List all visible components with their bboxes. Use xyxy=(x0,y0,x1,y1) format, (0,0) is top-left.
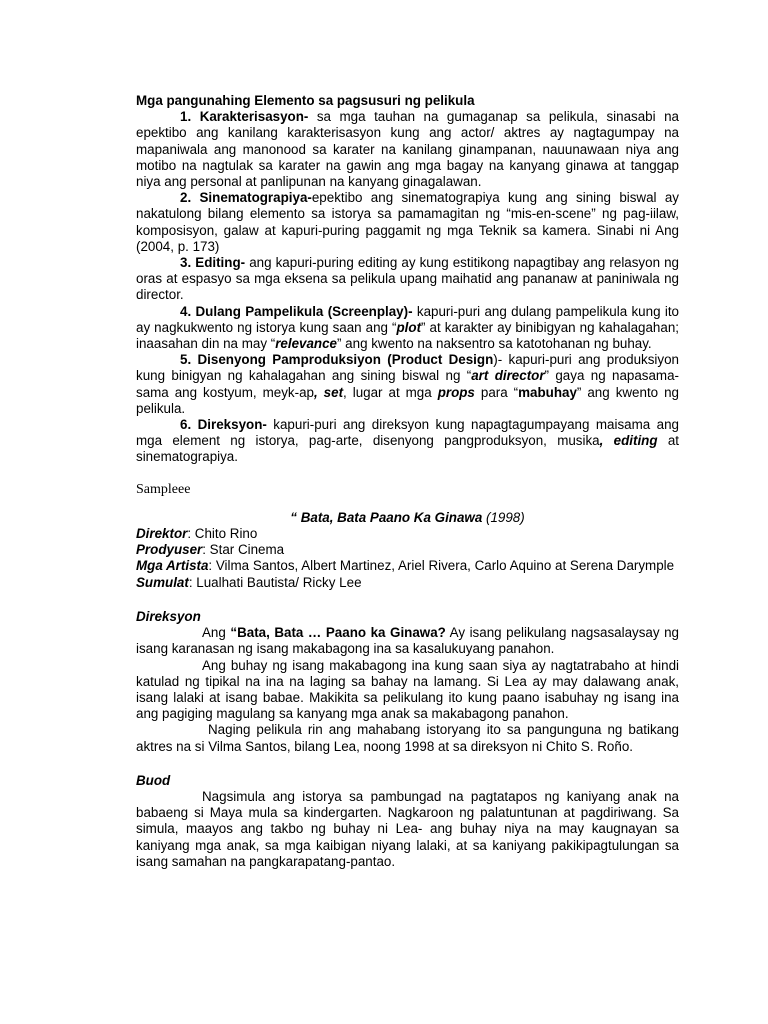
credit-director xyxy=(136,526,679,542)
item-text: ” ang kwento na naksentro sa katotohanan ng buhay. xyxy=(337,336,652,352)
item-text: kapuri-puri ang direksyon kung napagtagumpayang maisama ang mga element ng istorya, pag-arte, disenyong pangproduksyon, musika xyxy=(136,417,679,449)
item-emphasis: art director xyxy=(471,368,545,384)
direksyon-paragraph-2: Ang buhay ng isang makabagong ina kung saan siya ay nagtatrabaho at hindi katulad ng tipikal na ina na laging sa bahay na lamang. Si Lea ay may dalawang anak, isang lalaki at isang babae. Makikita sa pelikulang ito kung paano isabuhay ng isang ina ang pagiging magulang sa kanyang mga anak sa makabagong panahon. xyxy=(136,657,679,722)
item-emphasis: plot xyxy=(396,319,422,335)
item-number: 1. xyxy=(180,109,192,125)
item-text: ” ang kwento ng pelikula. xyxy=(136,384,679,416)
credit-value: : Star Cinema xyxy=(202,542,285,558)
item-emphasis: props xyxy=(437,384,475,400)
film-title-inline: “Bata, Bata … Paano ka Ginawa? xyxy=(230,625,446,641)
direksyon-paragraph-3: Naging pelikula rin ang mahabang istoryang ito sa pangunguna ng batikang aktres na si Vilma Santos, bilang Lea, noong 1998 at sa direksyon ni Chito S. Roño. xyxy=(136,722,679,754)
direksyon-paragraph-1 xyxy=(136,625,679,657)
item-term: Karakterisasyon- xyxy=(199,109,309,125)
element-item-2 xyxy=(136,190,679,255)
element-item-5 xyxy=(136,352,679,417)
item-term: Sinematograpiya- xyxy=(199,190,312,206)
item-term: Editing- xyxy=(195,255,246,271)
credit-label: Sumulat xyxy=(136,574,189,590)
item-text: ang kapuri-puring editing ay kung estitikong napagtibay ang relasyon ng oras at espasyo sa mga eksena sa pelikula upang maihatid ang pananaw at paniniwala ng director. xyxy=(136,255,679,303)
film-year: (1998) xyxy=(482,509,525,525)
credit-value: : Chito Rino xyxy=(187,526,258,542)
item-text: ” gaya ng napasama-sama ang kostyum, meyk-ap xyxy=(136,368,679,400)
item-text: kapuri-puri ang dulang pampelikula kung ito ay nagkukwento ng istorya kung saan ang “ xyxy=(136,303,679,335)
item-text: sa mga tauhan na gumaganap sa pelikula, sinasabi na epektibo ang kanilang karakterisasyon kung ang actor/ aktres ay nagtagumpay na mapaniwala ang manonood sa karater na kanilang ginampanan, nauunawaan niya ang motibo na nagtulak sa karater na gawin ang mga bagay na kanyang ginawa at tanggap niya ang personal at panlipunan na kanyang ginagalawan. xyxy=(136,109,679,190)
item-number: 4. xyxy=(180,303,192,319)
direksyon-heading: Direksyon xyxy=(136,608,201,624)
item-term: Dulang Pampelikula (Screenplay)- xyxy=(195,303,413,319)
item-text: para “ xyxy=(474,384,519,400)
sample-label: Sampleee xyxy=(136,481,191,497)
item-text: at sinematograpiya. xyxy=(136,433,679,465)
item-number: 6. xyxy=(180,417,192,433)
item-term: Direksyon- xyxy=(197,417,267,433)
item-text: )- kapuri-puri ang produksiyon kung binigyan ng kahalagahan ang sining biswal ng “ xyxy=(136,352,679,384)
film-title xyxy=(136,510,679,526)
element-item-4 xyxy=(136,304,679,353)
element-item-3 xyxy=(136,255,679,304)
paragraph-text: Ay isang pelikulang nagsasalaysay ng isang karanasan ng isang makabagong ina sa kasalukuyang panahon. xyxy=(136,625,680,657)
credit-label: Direktor xyxy=(136,526,188,542)
document-heading: Mga pangunahing Elemento sa pagsusuri ng pelikula xyxy=(136,93,475,108)
item-number: 3. xyxy=(180,255,192,271)
film-title-text: “ Bata, Bata Paano Ka Ginawa xyxy=(290,509,483,525)
buod-paragraph-1: Nagsimula ang istorya sa pambungad na pagtatapos ng kaniyang anak na babaeng si Maya mula sa kindergarten. Nagkaroon ng palatuntunan at pagdiriwang. Sa simula, maayos ang takbo ng buhay ni Lea- ang buhay niya na may kaugnayan sa kaniyang mga anak, sa mga kaibigan niyang lalaki, at sa kaniyang pakikipagtulungan sa isang samahan na pangkarapatang-pantao. xyxy=(136,788,679,869)
item-emphasis: mabuhay xyxy=(518,384,577,400)
credit-artists xyxy=(136,558,679,574)
credit-label: Mga Artista xyxy=(136,558,209,574)
element-item-1 xyxy=(136,109,679,190)
credit-producer xyxy=(136,542,679,558)
item-emphasis: , set xyxy=(313,384,344,400)
item-term: Disenyong Pamproduksiyon (Product Design xyxy=(197,352,494,368)
element-item-6 xyxy=(136,417,679,466)
item-emphasis: , editing xyxy=(599,433,658,449)
credit-label: Prodyuser xyxy=(136,542,203,558)
credit-value: : Vilma Santos, Albert Martinez, Ariel Rivera, Carlo Aquino at Serena Darymple xyxy=(208,558,675,574)
item-text: epektibo ang sinematograpiya kung ang sining biswal ay nakatulong bilang elemento sa istorya sa pamamagitan ng “mis-en-scene” ng pag-iilaw, komposisyon, galaw at kapuri-puring paggamit ng mga Teknik sa kamera. Sinabi ni Ang (2004, p. 173) xyxy=(136,190,679,254)
item-emphasis: relevance xyxy=(275,336,337,352)
credit-value: : Lualhati Bautista/ Ricky Lee xyxy=(188,574,362,590)
paragraph-text: Ang xyxy=(202,625,231,641)
item-number: 2. xyxy=(180,190,192,206)
credit-writers xyxy=(136,575,679,591)
buod-heading: Buod xyxy=(136,772,171,788)
item-text: ” at karakter ay binibigyan ng kahalagahan; inaasahan din na may “ xyxy=(136,319,679,352)
item-number: 5. xyxy=(180,352,192,368)
document-page xyxy=(136,93,679,870)
item-text: , lugar at mga xyxy=(343,384,438,400)
